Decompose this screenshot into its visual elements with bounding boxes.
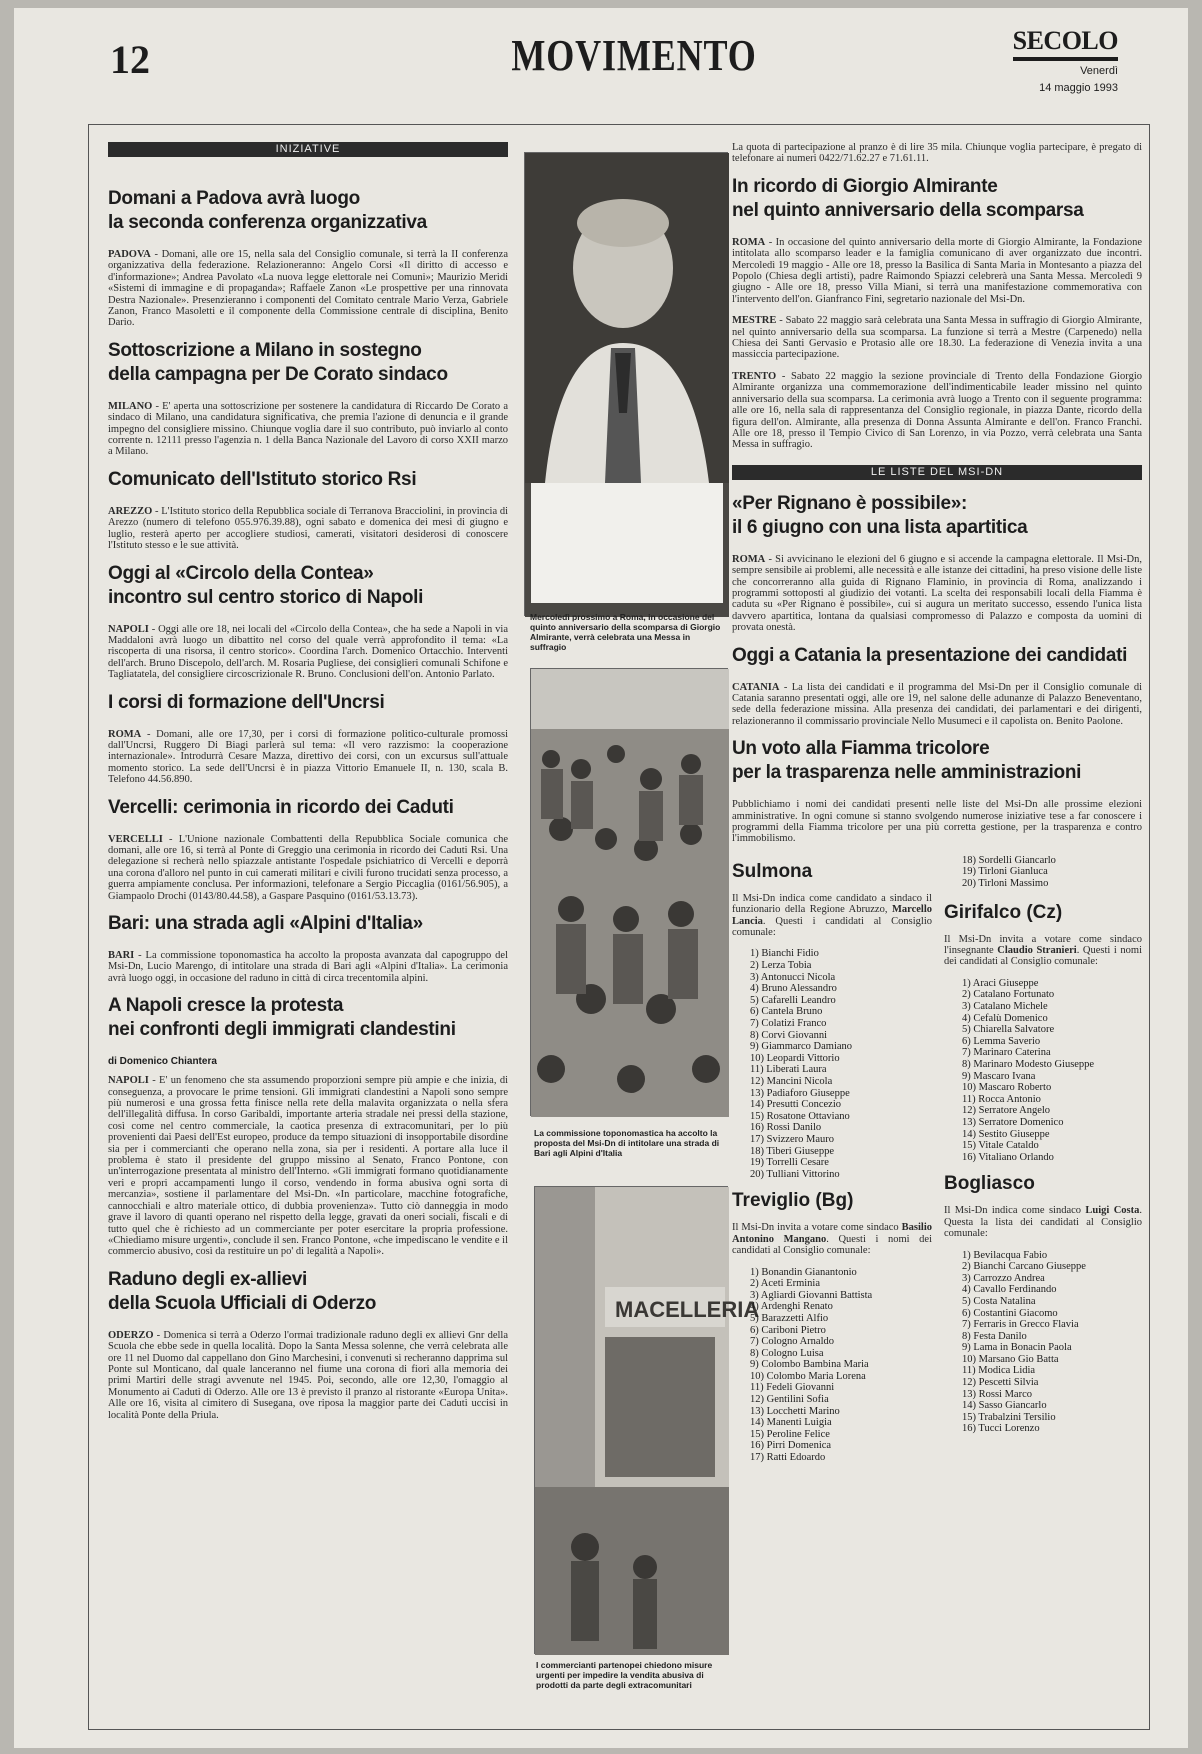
candidate-name: 15) Rosatone Ottaviano (750, 1110, 850, 1122)
crowd-photo (531, 669, 729, 1117)
candidate-name: 4) Cefalù Domenico (962, 1012, 1048, 1024)
headline-line-1: Bari: una strada agli «Alpini d'Italia» (108, 913, 423, 934)
candidate-name: 14) Sestito Giuseppe (962, 1128, 1050, 1140)
candidate-name: 7) Cologno Arnaldo (750, 1336, 834, 1348)
article-body (108, 950, 508, 984)
town-intro (732, 1222, 932, 1256)
dateline-place: ODERZO (108, 1329, 154, 1341)
candidate-name: 14) Manenti Luigia (750, 1417, 832, 1429)
candidate-name: 4) Ardenghi Renato (750, 1301, 833, 1313)
issue-day: Venerdì (1080, 65, 1118, 77)
candidate-name: 16) Vitaliano Orlando (962, 1151, 1054, 1163)
candidate-name: 3) Carrozzo Andrea (962, 1272, 1045, 1284)
headline-line-2: incontro sul centro storico di Napoli (108, 586, 424, 608)
candidate-name: 2) Bianchi Carcano Giuseppe (962, 1261, 1086, 1273)
column-right (732, 142, 1142, 1475)
town-intro (944, 934, 1142, 968)
caption-almirante: Mercoledì prossimo a Roma, in occasione del quinto anniversario della scomparsa di Giorgio Almirante, verrà celebrata una Messa in suffragio (530, 612, 721, 652)
dateline-place: MILANO (108, 400, 153, 412)
intro-text: . Questi i nomi dei candidati al Consiglio comunale: (732, 1233, 932, 1257)
mayor-candidate: Claudio Stranieri (997, 945, 1077, 956)
portrait-photo (525, 153, 729, 617)
article-headline (108, 562, 508, 610)
candidate-name: 13) Locchetti Marino (750, 1405, 840, 1417)
candidate-name: 9) Giammarco Damiano (750, 1041, 853, 1053)
body-text-run: - In occasione del quinto anniversario della morte di Giorgio Almirante, la Fondazione intitolata allo scomparso leader e la famiglia comunicano di aver organizzato due incontri. Mercoledì 19 maggio - Alle ore 18, presso la Basilica di Santa Maria in Montesanto a piazza del Popolo (Chiesa degli artisti), padre Raimondo Spiazzi celebrerà una Santa Messa. Mercoledì 9 giugno - Alle ore 18, presso Villa Miani, si terrà una manifestazione commemorativa con l'intervento dell'on. Gianfranco Fini, segretario nazionale del Msi-Dn. (732, 236, 1142, 305)
article-body (108, 729, 508, 786)
dateline-place: NAPOLI (108, 623, 149, 635)
article-headline (108, 912, 508, 936)
page-number: 12 (110, 37, 150, 82)
candidate-name: 6) Lemma Saverio (962, 1035, 1041, 1047)
headline-line-2: il 6 giugno con una lista apartitica (732, 516, 1028, 538)
dateline-place: PADOVA (108, 249, 151, 260)
candidate-name: 3) Antonucci Nicola (750, 971, 836, 983)
article-body (108, 506, 508, 552)
intro-text: . Questi i nomi dei candidati al Consiglio comunale: (944, 945, 1142, 968)
body-text-run: - Sabato 22 maggio la sezione provinciale di Trento della Fondazione Giorgio Almirante organizza una commemorazione dell'indimenticabile leader missino nel quinto anniversario della sua scomparsa. La cerimonia avrà luogo a Trento con il seguente programma: alle ore 16, nella sala di rappresentanza del Consiglio regionale, in piazza Dante, ricordo della figura dell'on. Almirante, alla presenza di Donna Assunta Almirante e dell'on. Franco Franchi. Alle ore 18, presso il Tempio Civico di San Lorenzo, in via Pozzo, verrà celebrata una Santa Messa in suffragio. (732, 370, 1142, 451)
dateline-place: ROMA (108, 728, 142, 740)
body-text-run: - Domani, alle ore 15, nella sala del Consiglio comunale, si terrà la II conferenza organizzativa della federazione. Relazioneranno: Angelo Corsi «Il diritto di accesso e d'informazione»; Andrea Pavolato «La nuova legge elettorale nei Comuni»; Maurizio Meridi «Sistemi di immagine e di propaganda»; Raffaele Zanon «Le prospettive per una rinnovata Destra Nazionale». Presenzieranno i componenti del Comitato centrale Mario Verza, Gabriele Zanon, Franco Masoletti e il componente della Commissione centrale di disciplina, Benito Dario. (108, 249, 508, 329)
town-title: Bogliasco (944, 1173, 1035, 1195)
intro-text: . Questa la lista dei candidati al Consiglio comunale: (944, 1205, 1142, 1240)
body-text-run: - L'Unione nazionale Combattenti della Repubblica Sociale comunica che domani, alle ore 16, si terrà al Ponte di Greggio una cerimonia in ricordo dei Caduti Rsi. Una delegazione si recherà nello spiazzale antistante l'ospedale psichiatrico di Vercelli e deporrà una corona d'alloro nel punto in cui camerati militari e civili furono trucidati senza processo, a guerra ampiamente conclusa. Per informazioni, telefonare a Sergio Piccaglia (0161/56.905), a Giampaolo Drochi (0143/80.44.58), a Gaspare Pasquino (0161/53.13.73). (108, 833, 508, 902)
candidate-name: 7) Ferraris in Grecco Flavia (962, 1319, 1079, 1331)
article-body (108, 624, 508, 681)
section-label-iniziative: INIZIATIVE (108, 142, 508, 157)
candidate-name: 3) Catalano Michele (962, 1001, 1048, 1012)
body-text-run: Pubblichiamo i nomi dei candidati presenti nelle liste del Msi-Dn alle prossime elezioni amministrative. In ogni comune si stanno svolgendo numerose iniziative tese a far conoscere i programmi della Fiamma tricolore per una più corretta gestione, per la trasparenza e contro l'immobilismo. (732, 799, 1142, 845)
headline-line-2: della campagna per De Corato sindaco (108, 363, 448, 385)
candidate-name: 13) Serratore Domenico (962, 1116, 1064, 1128)
headline-line-2: la seconda conferenza organizzativa (108, 212, 427, 233)
candidate-name: 1) Bonandin Gianantonio (750, 1266, 857, 1278)
candidate-name: 5) Costa Natalina (962, 1295, 1036, 1307)
issue-date: 14 maggio 1993 (1039, 82, 1118, 94)
dateline-place: CATANIA (732, 681, 780, 693)
article-body (732, 682, 1142, 728)
candidate-name: 5) Chiarella Salvatore (962, 1024, 1055, 1036)
intro-text: Il Msi-Dn indica come candidato a sindaco il funzionario della Regione Abruzzo, (732, 892, 932, 916)
town-title: Sulmona (732, 860, 813, 882)
candidate-name: 1) Bevilacqua Fabio (962, 1249, 1048, 1261)
candidate-name: 12) Mancini Nicola (750, 1075, 833, 1087)
candidate-name: 15) Vitale Cataldo (962, 1140, 1039, 1152)
candidate-name: 19) Tirloni Gianluca (962, 866, 1048, 878)
brand (1013, 26, 1118, 95)
body-text-run: - E' aperta una sottoscrizione per sostenere la candidatura di Riccardo De Corato a sindaco di Milano, una candidatura significativa, che premia l'azione di denuncia e il grande impegno del consigliere missino. Chiunque voglia dare il suo contributo, può inviarlo al conto corrente n. 12111 presso l'agenzia n. 1 della Banca Nazionale del Lavoro di corso XXII marzo a Milano. (108, 400, 508, 458)
candidate-name: 6) Costantini Giacomo (962, 1307, 1058, 1319)
headline-line-1: Sottoscrizione a Milano in sostegno (108, 339, 422, 361)
headline-line-2: nel quinto anniversario della scomparsa (732, 199, 1084, 221)
candidate-name: 14) Sasso Giancarlo (962, 1400, 1047, 1412)
body-text-run: - La lista dei candidati e il programma del Msi-Dn per il Consiglio comunale di Catania saranno presentati oggi, alle ore 19, nel salone delle adunanze di Palazzo Beneventano, sede della federazione missina. Alla presenza dei candidati, dei parlamentari e dei dirigenti, relazioneranno il commissario provinciale Nello Musumeci e il capolista on. Benito Paolone. (732, 681, 1142, 727)
body-text-run: - E' un fenomeno che sta assumendo proporzioni sempre più ampie e che inizia, di conseguenza, a provocare le prime tensioni. Gli immigrati clandestini a Napoli sono sempre più numerosi e una grossa fetta finisce nella rete della malavita organizzata o nella sfera dell'illegalità diffusa. In corso Garibaldi, importante arteria stradale nei pressi della stazione, così come nel centro commerciale, la caotica presenza di extracomunitari, per lo più provenienti dai Paesi dell'Est europeo, produce da tempo situazioni di insopportabile disordine sia per i commercianti che operano nella zona, sia per i residenti. A portare alla luce il problema è stato il presidente del gruppo missino al Senato, Franco Pontone, con un'interrogazione presentata al ministro dell'Interno. «Gli immigrati formano quotidianamente veri e propri accampamenti lungo il corso, vendendo in forma abusiva ogni sorta di mercanzia», sostiene il parlamentare del Msi-Dn. «In particolare, macchine fotografiche, cannocchiali e altro materiale ottico, di dubbia provenienza». Tutto ciò danneggia in modo grave il lavoro di quanti operano nel rispetto della legge, gravati da oneri sociali, fiscali e di tutto quel che è richiesto ad un commerciante per poter esercitare la propria professione. «Chiediamo misure urgenti», conclude il sen. Franco Pontone, «che impediscano le vendite e il commercio abusivo, così da restituire un po' di legalità a Napoli». (108, 1075, 508, 1258)
town-intro (944, 1205, 1142, 1239)
candidate-name: 12) Gentilini Sofia (750, 1394, 829, 1406)
brand-logo: SECOLO (1013, 26, 1118, 61)
article-body (732, 799, 1142, 845)
candidate-name: 16) Pirri Domenica (750, 1440, 832, 1452)
article-body (108, 249, 508, 329)
candidate-name: 3) Agliardi Giovanni Battista (750, 1289, 873, 1301)
headline-line-1: In ricordo di Giorgio Almirante (732, 175, 998, 197)
town-intro (732, 893, 932, 939)
candidate-name: 1) Bianchi Fidio (750, 948, 819, 960)
article-body (732, 371, 1142, 451)
candidate-name: 8) Festa Danilo (962, 1330, 1027, 1342)
mayor-candidate: Luigi Costa (1085, 1205, 1140, 1217)
town-title: Girifalco (Cz) (944, 901, 1063, 923)
article-byline: di Domenico Chiantera (108, 1056, 217, 1068)
article-headline (108, 994, 508, 1042)
candidate-list (732, 1267, 932, 1464)
candidate-list (944, 978, 1142, 1164)
candidate-list-continued (944, 855, 1142, 890)
headline-line-1: Un voto alla Fiamma tricolore (732, 738, 990, 760)
dateline-place: ROMA (732, 553, 766, 565)
candidate-name: 11) Liberati Laura (750, 1064, 827, 1076)
headline-line-2: per la trasparenza nelle amministrazioni (732, 762, 1082, 784)
shop-sign-text: MACELLERIA (615, 1297, 760, 1322)
candidate-name: 7) Colatizi Franco (750, 1018, 827, 1029)
candidate-name: 11) Modica Lidia (962, 1365, 1036, 1377)
article-body (732, 142, 1142, 165)
dateline-place: AREZZO (108, 505, 153, 517)
candidate-name: 18) Sordelli Giancarlo (962, 854, 1056, 866)
candidate-name: 19) Torrelli Cesare (750, 1157, 829, 1169)
article-headline (108, 339, 508, 387)
candidate-name: 4) Cavallo Ferdinando (962, 1284, 1057, 1296)
candidate-name: 15) Peroline Felice (750, 1428, 830, 1440)
article-body (732, 554, 1142, 634)
candidate-name: 11) Rocca Antonio (962, 1093, 1041, 1105)
photo-almirante (524, 152, 728, 616)
candidate-name: 11) Fedeli Giovanni (750, 1382, 835, 1394)
headline-line-2: nei confronti degli immigrati clandestini (108, 1019, 456, 1041)
body-text-run: - Oggi alle ore 18, nei locali del «Circolo della Contea», che ha sede a Napoli in via Maddaloni avrà luogo un dibattito nel corso del quale verrà approfondito il tema: «La riscoperta di una risorsa, il centro storico». Coordina l'arch. Domenico Ortacchio. Interventi dell'arch. Bruno Discepolo, dell'arch. M. Rosaria Pugliese, dei consiglieri comunali Schifone e Tagliatatela, del consigliere circoscrizionale R. Bruno. Conclusioni dell'on. Antonio Parlato. (108, 623, 508, 681)
dateline-place: BARI (108, 950, 135, 961)
town-title: Treviglio (Bg) (732, 1190, 854, 1212)
candidate-lists (732, 855, 1142, 1475)
headline-line-1: A Napoli cresce la protesta (108, 995, 344, 1017)
article-body (108, 834, 508, 902)
headline-line-1: Oggi al «Circolo della Contea» (108, 562, 374, 584)
dateline-place: MESTRE (732, 315, 777, 327)
candidate-name: 2) Catalano Fortunato (962, 989, 1055, 1001)
headline-line-1: Oggi a Catania la presentazione dei candidati (732, 644, 1128, 666)
candidate-name: 16) Tucci Lorenzo (962, 1423, 1040, 1435)
body-text-run: - La commissione toponomastica ha accolto la proposta avanzata dal capogruppo del Msi-Dn, Lucio Marengo, di intitolare una strada di Bari agli «Alpini d'Italia». La cerimonia avrà luogo oggi, in occasione del raduno in città di circa trecentomila alpini. (108, 950, 508, 984)
candidate-name: 2) Lerza Tobia (750, 960, 812, 972)
candidate-name: 15) Trabalzini Tersilio (962, 1411, 1056, 1423)
candidate-name: 9) Lama in Bonacin Paola (962, 1342, 1072, 1354)
candidate-name: 1) Araci Giuseppe (962, 977, 1039, 989)
candidate-name: 8) Cologno Luisa (750, 1347, 824, 1359)
candidate-column-right (944, 855, 1142, 1445)
candidate-name: 14) Presutti Concezio (750, 1099, 841, 1111)
headline-line-2: della Scuola Ufficiali di Oderzo (108, 1292, 377, 1314)
dateline-place: VERCELLI (108, 833, 163, 845)
candidate-name: 5) Barazzetti Alfio (750, 1312, 829, 1324)
body-text-run: - Si avvicinano le elezioni del 6 giugno e si accende la campagna elettorale. Il Msi-Dn, sempre sensibile ai problemi, alle necessità e alle istanze dei cittadini, ha preso visione delle liste che concorreranno alla guida di Rignano Flaminio, in provincia di Roma, analizzando i programmi sottoposti al giudizio dei votanti. La scelta dei responsabili locali della Fiamma è caduta su «Per Rignano è possibile», cui si augura un meritato successo, essendo l'unica lista davvero apartitica, lontana da qualsiasi compromesso di Palazzo e composta da uomini di provata onestà. (732, 553, 1142, 634)
body-text-run: - Domani, alle ore 17,30, per i corsi di formazione politico-culturale promossi dall'Uncrsi, Ruggero Di Biagi parlerà sul tema: «Il vero razzismo: la cooperazione internazionale». Introdurrà Cesare Mazza, direttivo dei corsi, con un excursus sull'attuale momento storico. La sede dell'Uncrsi è in piazza Vittorio Emanuele II, n. 130, scala B. Telefono 44.56.890. (108, 728, 508, 786)
candidate-name: 10) Mascaro Roberto (962, 1082, 1052, 1094)
body-text-run: - L'Istituto storico della Repubblica sociale di Terranova Bracciolini, in provincia di Arezzo (numero di telefono 055.976.39.88), ogni sabato e domenica dei mesi di giugno e luglio, resterà aperto per accogliere studiosi, camerati, visitatori desiderosi di conoscere l'Istituto stesso e le sue attività. (108, 505, 508, 552)
candidate-list (944, 1250, 1142, 1436)
candidate-name: 12) Pescetti Silvia (962, 1377, 1039, 1389)
candidate-name: 17) Svizzero Mauro (750, 1133, 834, 1145)
candidate-column-left (732, 855, 932, 1474)
body-text-run: La quota di partecipazione al pranzo è di lire 35 mila. Chiunque voglia partecipare, è pregato di telefonare ai numeri 0422/71.62.27 e 71.61.11. (732, 142, 1142, 165)
article-headline (108, 1268, 508, 1316)
street-photo (535, 1187, 760, 1655)
article-headline (108, 468, 508, 492)
article-headline (108, 187, 508, 235)
candidate-name: 8) Corvi Giovanni (750, 1029, 827, 1041)
candidate-name: 8) Marinaro Modesto Giuseppe (962, 1058, 1095, 1070)
intro-text: Il Msi-Dn invita a votare come sindaco l'insegnante (944, 933, 1142, 956)
article-body (108, 1075, 508, 1258)
intro-text: Il Msi-Dn indica come sindaco (944, 1205, 1086, 1217)
candidate-name: 6) Cantela Bruno (750, 1006, 823, 1018)
candidate-name: 2) Aceti Erminia (750, 1278, 820, 1290)
candidate-name: 12) Serratore Angelo (962, 1105, 1051, 1117)
candidate-name: 5) Cafarelli Leandro (750, 994, 836, 1006)
article-headline (732, 175, 1142, 223)
article-body (732, 315, 1142, 361)
caption-napoli: I commercianti partenopei chiedono misure urgenti per impedire la vendita abusiva di prodotti da parte degli extracomunitari (536, 1660, 713, 1690)
mayor-candidate: Marcello Lancia (732, 904, 932, 927)
candidate-name: 20) Tirloni Massimo (962, 878, 1049, 889)
masthead (14, 8, 1188, 118)
candidate-name: 13) Rossi Marco (962, 1388, 1032, 1400)
article-headline (732, 644, 1142, 668)
article-headline (108, 691, 508, 715)
headline-line-1: Vercelli: cerimonia in ricordo dei Caduti (108, 796, 454, 818)
headline-line-1: I corsi di formazione dell'Uncrsi (108, 691, 385, 713)
headline-line-1: Comunicato dell'Istituto storico Rsi (108, 468, 417, 490)
intro-text: Il Msi-Dn invita a votare come sindaco (732, 1222, 902, 1234)
body-text-run: - Domenica si terrà a Oderzo l'ormai tradizionale raduno degli ex allievi Gnr della Scuola che ebbe sede in quella località. Dopo la Santa Messa solenne, che verrà celebrata alle ore 11 nel Duomo dal cappellano don Gino Marchesini, i convenuti si recheranno dapprima sul Ponte sul Monticano, dal quale lanceranno nel fiume una corona di fiori alla memoria dei primi Martiri delle stragi avvenute nel 1945. Poi, secondo, alle ore 12,30, l'omaggio al Monumento ai Caduti di Oderzo. Alle ore 13 è previsto il pranzo al ristorante «Europa Unita». Alle ore 16, visita al cimitero di Susegana, ove riposa la maggior parte dei Caduti uccisi in località Ponte della Priula. (108, 1329, 508, 1421)
candidate-name: 9) Mascaro Ivana (962, 1070, 1036, 1082)
caption-alpini: La commissione toponomastica ha accolto la proposta del Msi-Dn di intitolare una strada di Bari agli Alpini d'Italia (534, 1128, 720, 1158)
candidate-name: 7) Marinaro Caterina (962, 1047, 1051, 1059)
candidate-name: 4) Bruno Alessandro (750, 983, 837, 995)
candidate-name: 6) Cariboni Pietro (750, 1324, 826, 1336)
headline-line-1: «Per Rignano è possibile»: (732, 492, 968, 514)
candidate-name: 10) Leopardi Vittorio (750, 1052, 840, 1064)
dateline-place: ROMA (732, 236, 766, 248)
candidate-name: 16) Rossi Danilo (750, 1122, 822, 1134)
headline-line-1: Domani a Padova avrà luogo (108, 188, 360, 209)
article-body (732, 237, 1142, 305)
candidate-name: 13) Padiaforo Giuseppe (750, 1087, 850, 1099)
dateline-place: NAPOLI (108, 1075, 149, 1087)
candidate-name: 9) Colombo Bambina Maria (750, 1359, 869, 1371)
mayor-candidate: Basilio Antonino Mangano (732, 1222, 932, 1245)
body-text-run: - Sabato 22 maggio sarà celebrata una Santa Messa in suffragio di Giorgio Almirante, nel quinto anniversario della sua scomparsa. La funzione si terrà a Mestre (Carpenedo) nella Chiesa dei Santi Gervasio e Protasio alle ore 18.30. La federazione di Venezia invita a una massiccia partecipazione. (732, 315, 1142, 361)
intro-text: . Questi i candidati al Consiglio comunale: (732, 915, 932, 939)
candidate-name: 18) Tiberi Giuseppe (750, 1145, 834, 1157)
photo-napoli (534, 1186, 760, 1654)
article-headline (108, 796, 508, 820)
article-body (108, 1330, 508, 1421)
photo-alpini (530, 668, 728, 1116)
section-title: MOVIMENTO (511, 31, 757, 80)
section-label-liste: LE LISTE DEL MSI-DN (732, 465, 1142, 480)
candidate-name: 10) Colombo Maria Lorena (750, 1370, 866, 1382)
article-headline (732, 737, 1142, 785)
article-body (108, 401, 508, 458)
article-headline (732, 492, 1142, 540)
dateline-place: TRENTO (732, 370, 777, 382)
candidate-name: 20) Tulliani Vittorino (750, 1168, 840, 1180)
headline-line-1: Raduno degli ex-allievi (108, 1268, 307, 1290)
column-left (108, 142, 508, 1431)
candidate-list (732, 948, 932, 1180)
candidate-name: 10) Marsano Gio Batta (962, 1353, 1059, 1365)
candidate-name: 17) Ratti Edoardo (750, 1452, 826, 1464)
